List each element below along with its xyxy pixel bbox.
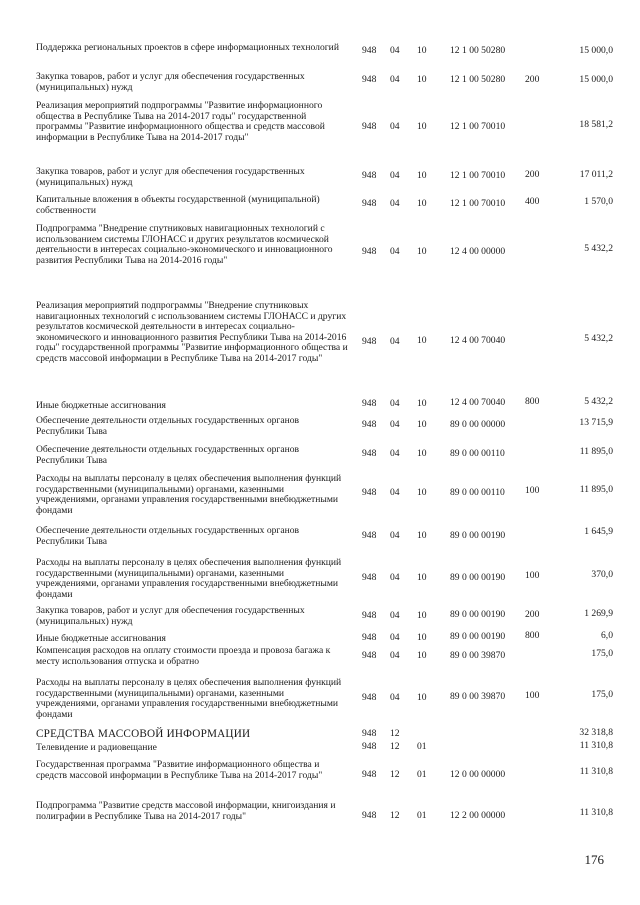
section-code: 12	[390, 728, 400, 739]
section-code: 04	[390, 572, 400, 583]
expense-type-code: 400	[525, 196, 540, 207]
section-code: 04	[390, 692, 400, 703]
target-article-code: 89 0 00 39870	[450, 650, 506, 661]
subsection-code: 01	[417, 769, 427, 780]
subsection-code: 10	[417, 335, 427, 346]
row-description: Обеспечение деятельности отдельных государственных органов Республики Тыва	[36, 525, 300, 547]
ministry-code: 948	[362, 572, 377, 583]
section-code: 04	[390, 487, 400, 498]
expense-type-code: 100	[525, 485, 540, 496]
subsection-code: 10	[417, 650, 427, 661]
target-article-code: 89 0 00 00190	[450, 609, 506, 620]
subsection-code: 10	[417, 398, 427, 409]
target-article-code: 89 0 00 00110	[450, 448, 505, 459]
subsection-code: 01	[417, 741, 427, 752]
subsection-code: 10	[417, 692, 427, 703]
section-code: 04	[390, 650, 400, 661]
ministry-code: 948	[362, 336, 377, 347]
target-article-code: 12 2 00 00000	[450, 810, 506, 821]
subsection-code: 10	[417, 530, 427, 541]
subsection-code: 10	[417, 632, 427, 643]
row-description: Подпрограмма "Внедрение спутниковых навигационных технологий с использованием системы ГЛОНАСС и других результатов космической деятельности в интересах социально-экономического и инновационного развития Республики Тыва на 2014-2016 годы"	[36, 223, 333, 266]
ministry-code: 948	[362, 632, 377, 643]
row-description: Капитальные вложения в объекты государственной (муниципальной) собственности	[36, 194, 320, 216]
amount: 5 432,2	[584, 243, 613, 254]
expense-type-code: 200	[525, 169, 540, 180]
ministry-code: 948	[362, 419, 377, 430]
section-code: 04	[390, 632, 400, 643]
target-article-code: 12 4 00 70040	[450, 397, 506, 408]
target-article-code: 12 0 00 00000	[450, 769, 506, 780]
ministry-code: 948	[362, 769, 377, 780]
amount: 6,0	[601, 630, 613, 641]
row-description: Закупка товаров, работ и услуг для обеспечения государственных (муниципальных) нужд	[36, 71, 305, 93]
target-article-code: 89 0 00 00110	[450, 487, 505, 498]
subsection-code: 10	[417, 419, 427, 430]
amount: 5 432,2	[584, 333, 613, 344]
ministry-code: 948	[362, 198, 377, 209]
section-code: 04	[390, 198, 400, 209]
section-code: 12	[390, 769, 400, 780]
ministry-code: 948	[362, 121, 377, 132]
amount: 175,0	[591, 648, 613, 659]
ministry-code: 948	[362, 448, 377, 459]
ministry-code: 948	[362, 246, 377, 257]
row-description: Расходы на выплаты персоналу в целях обеспечения выполнения функций государственными (муниципальными) органами, казенными учреждениями, органами управления государственными внебюджетными фондами	[36, 677, 342, 720]
subsection-code: 10	[417, 170, 427, 181]
section-code: 04	[390, 610, 400, 621]
amount: 11 310,8	[579, 766, 613, 777]
subsection-code: 10	[417, 198, 427, 209]
ministry-code: 948	[362, 728, 377, 739]
target-article-code: 12 1 00 50280	[450, 74, 506, 85]
expense-type-code: 200	[525, 74, 540, 85]
expense-type-code: 100	[525, 570, 540, 581]
target-article-code: 89 0 00 00000	[450, 419, 506, 430]
subsection-code: 01	[417, 810, 427, 821]
ministry-code: 948	[362, 741, 377, 752]
ministry-code: 948	[362, 487, 377, 498]
section-code: 12	[390, 741, 400, 752]
ministry-code: 948	[362, 45, 377, 56]
section-code: 04	[390, 45, 400, 56]
target-article-code: 12 4 00 00000	[450, 246, 506, 257]
subsection-code: 10	[417, 74, 427, 85]
row-description: Расходы на выплаты персоналу в целях обеспечения выполнения функций государственными (муниципальными) органами, казенными учреждениями, органами управления государственными внебюджетными фондами	[36, 557, 342, 600]
section-code: 04	[390, 419, 400, 430]
row-description: Реализация мероприятий подпрограммы "Внедрение спутниковых навигационных технологий с использованием системы ГЛОНАСС и других результатов космической деятельности в интересах социально-экономического и инновационного развития Республики Тыва на 2014-2016 годы" государственной программы "Развитие информационного общества и средств массовой информации в Республике Тыва на 2014-2017 годы"	[36, 300, 348, 364]
section-code: 04	[390, 336, 400, 347]
row-description: Компенсация расходов на оплату стоимости проезда и провоза багажа к месту использования отпуска и обратно	[36, 645, 331, 667]
section-heading: СРЕДСТВА МАССОВОЙ ИНФОРМАЦИИ	[36, 728, 251, 740]
target-article-code: 89 0 00 00190	[450, 631, 506, 642]
subsection-code: 10	[417, 572, 427, 583]
section-code: 04	[390, 74, 400, 85]
row-description: Расходы на выплаты персоналу в целях обеспечения выполнения функций государственными (муниципальными) органами, казенными учреждениями, органами управления государственными внебюджетными фондами	[36, 473, 342, 516]
subsection-code: 10	[417, 448, 427, 459]
ministry-code: 948	[362, 170, 377, 181]
amount: 175,0	[591, 689, 613, 700]
subsection-code: 10	[417, 246, 427, 257]
amount: 11 310,8	[579, 807, 613, 818]
amount: 1 570,0	[584, 196, 613, 207]
target-article-code: 12 1 00 70010	[450, 121, 506, 132]
row-description: Телевидение и радиовещание	[36, 742, 157, 753]
amount: 32 318,8	[579, 727, 613, 738]
row-description: Иные бюджетные ассигнования	[36, 633, 166, 644]
target-article-code: 12 1 00 70010	[450, 170, 506, 181]
amount: 1 269,9	[584, 608, 613, 619]
target-article-code: 89 0 00 00190	[450, 572, 506, 583]
ministry-code: 948	[362, 530, 377, 541]
section-code: 04	[390, 121, 400, 132]
section-code: 04	[390, 448, 400, 459]
target-article-code: 89 0 00 39870	[450, 691, 506, 702]
row-description: Государственная программа "Развитие информационного общества и средств массовой информации в Республике Тыва на 2014-2017 годы"	[36, 759, 323, 781]
ministry-code: 948	[362, 650, 377, 661]
row-description: Реализация мероприятий подпрограммы "Развитие информационного общества в Республике Тыва на 2014-2017 годы" государственной программы "Развитие информационного общества и средств массовой информации в Республике Тыва на 2014-2017 годы"	[36, 100, 325, 143]
amount: 11 310,8	[579, 740, 613, 751]
target-article-code: 12 4 00 70040	[450, 335, 506, 346]
row-description: Обеспечение деятельности отдельных государственных органов Республики Тыва	[36, 444, 300, 466]
amount: 11 895,0	[579, 446, 613, 457]
expense-type-code: 100	[525, 690, 540, 701]
row-description: Обеспечение деятельности отдельных государственных органов Республики Тыва	[36, 415, 300, 437]
target-article-code: 12 1 00 50280	[450, 45, 506, 56]
expense-type-code: 800	[525, 630, 540, 641]
amount: 1 645,9	[584, 526, 613, 537]
expense-type-code: 200	[525, 609, 540, 620]
amount: 370,0	[591, 569, 613, 580]
section-code: 12	[390, 810, 400, 821]
amount: 15 000,0	[579, 45, 613, 56]
row-description: Закупка товаров, работ и услуг для обеспечения государственных (муниципальных) нужд	[36, 605, 305, 627]
amount: 18 581,2	[579, 119, 613, 130]
row-description: Поддержка региональных проектов в сфере информационных технологий	[36, 42, 339, 53]
ministry-code: 948	[362, 692, 377, 703]
ministry-code: 948	[362, 810, 377, 821]
amount: 11 895,0	[579, 484, 613, 495]
amount: 5 432,2	[584, 396, 613, 407]
row-description: Иные бюджетные ассигнования	[36, 400, 166, 411]
ministry-code: 948	[362, 398, 377, 409]
subsection-code: 10	[417, 610, 427, 621]
amount: 15 000,0	[579, 74, 613, 85]
page-number: 176	[584, 852, 604, 867]
section-code: 04	[390, 530, 400, 541]
target-article-code: 12 1 00 70010	[450, 198, 506, 209]
target-article-code: 89 0 00 00190	[450, 530, 506, 541]
ministry-code: 948	[362, 74, 377, 85]
subsection-code: 10	[417, 121, 427, 132]
row-description: Закупка товаров, работ и услуг для обеспечения государственных (муниципальных) нужд	[36, 166, 305, 188]
ministry-code: 948	[362, 610, 377, 621]
amount: 17 011,2	[579, 169, 613, 180]
subsection-code: 10	[417, 487, 427, 498]
amount: 13 715,9	[579, 417, 613, 428]
section-code: 04	[390, 170, 400, 181]
section-code: 04	[390, 246, 400, 257]
row-description: Подпрограмма "Развитие средств массовой информации, книгоиздания и полиграфии в Республике Тыва на 2014-2017 годы"	[36, 800, 336, 822]
expense-type-code: 800	[525, 396, 540, 407]
section-code: 04	[390, 398, 400, 409]
subsection-code: 10	[417, 45, 427, 56]
